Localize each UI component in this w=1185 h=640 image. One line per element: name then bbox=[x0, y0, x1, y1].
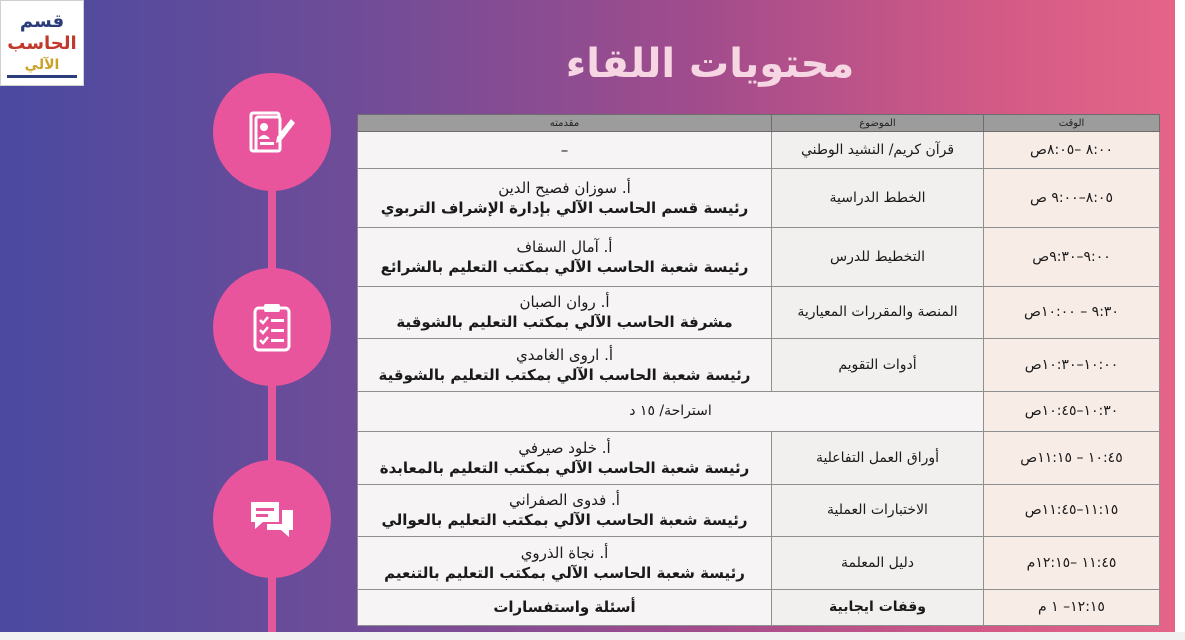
presenter-role: رئيسة شعبة الحاسب الآلي بمكتب التعليم بالتنعيم bbox=[384, 563, 745, 582]
presenter-cell bbox=[358, 286, 772, 339]
topic-cell: قرآن كريم/ النشيد الوطني bbox=[772, 132, 984, 169]
presenter-name: أ. سوزان فصيح الدين bbox=[498, 179, 631, 198]
time-cell: ٩:٣٠ – ١٠:٠٠ص bbox=[984, 286, 1160, 339]
presenter-cell bbox=[358, 227, 772, 286]
presenter-cell bbox=[358, 537, 772, 590]
table-row bbox=[358, 432, 1160, 485]
time-cell: ٩:٠٠–٩:٣٠ص bbox=[984, 227, 1160, 286]
table-row bbox=[358, 589, 1160, 625]
presenter-role: رئيسة شعبة الحاسب الآلي بمكتب التعليم بالعوالي bbox=[381, 511, 748, 530]
topic-cell: دليل المعلمة bbox=[772, 537, 984, 590]
chat-bubbles-icon bbox=[247, 494, 297, 544]
topic-cell: الاختبارات العملية bbox=[772, 484, 984, 537]
topic-cell: الخطط الدراسية bbox=[772, 169, 984, 228]
timeline-circle-1 bbox=[213, 73, 331, 191]
page-title: محتويات اللقاء bbox=[565, 41, 855, 87]
svg-text:الآلي: الآلي bbox=[24, 57, 60, 73]
presenter-role: رئيسة شعبة الحاسب الآلي بمكتب التعليم بالمعابدة bbox=[379, 458, 750, 477]
presenter-name: أ. اروى الغامدي bbox=[515, 345, 614, 364]
svg-text:قسم: قسم bbox=[19, 11, 65, 32]
table-row bbox=[358, 169, 1160, 228]
topic-cell: أوراق العمل التفاعلية bbox=[772, 432, 984, 485]
presenter-role: مشرفة الحاسب الآلي بمكتب التعليم بالشوقية bbox=[396, 313, 733, 332]
time-cell: ١٠:٤٥ – ١١:١٥ص bbox=[984, 432, 1160, 485]
presenter-cell bbox=[358, 132, 772, 169]
presenter-cell bbox=[358, 432, 772, 485]
table-row bbox=[358, 339, 1160, 392]
bottom-margin bbox=[0, 632, 1185, 640]
time-cell: ١١:٤٥ –١٢:١٥م bbox=[984, 537, 1160, 590]
presenter-name: أسئلة واستفسارات bbox=[493, 598, 636, 617]
presenter-name: أ. فدوى الصفراني bbox=[509, 491, 620, 510]
right-margin bbox=[1175, 0, 1185, 640]
topic-cell: المنصة والمقررات المعيارية bbox=[772, 286, 984, 339]
time-cell: ٨:٠٠ –٨:٠٥ص bbox=[984, 132, 1160, 169]
checklist-clipboard-icon bbox=[247, 302, 297, 352]
timeline-circle-2 bbox=[213, 268, 331, 386]
presenter-cell bbox=[358, 169, 772, 228]
table-header-row bbox=[358, 115, 1160, 132]
department-logo bbox=[0, 0, 84, 86]
time-cell: ٨:٠٥–٩:٠٠ ص bbox=[984, 169, 1160, 228]
time-cell: ١٠:٠٠–١٠:٣٠ص bbox=[984, 339, 1160, 392]
topic-cell: التخطيط للدرس bbox=[772, 227, 984, 286]
presenter-name: – bbox=[560, 141, 569, 160]
presenter-role: رئيسة قسم الحاسب الآلي بإدارة الإشراف التربوي bbox=[380, 199, 749, 218]
presenter-name: أ. آمال السقاف bbox=[516, 237, 613, 256]
table-row-break bbox=[358, 391, 1160, 431]
presenter-name: أ. نجاة الذروي bbox=[520, 543, 609, 562]
table-row bbox=[358, 484, 1160, 537]
presenter-cell bbox=[358, 339, 772, 392]
table-row bbox=[358, 132, 1160, 169]
header-presenter: مقدمته bbox=[358, 115, 772, 132]
presenter-cell bbox=[358, 589, 772, 625]
presenter-cell bbox=[358, 484, 772, 537]
presenter-role: رئيسة شعبة الحاسب الآلي بمكتب التعليم بالشرائع bbox=[380, 257, 749, 276]
agenda-table bbox=[357, 114, 1160, 626]
topic-cell: أدوات التقويم bbox=[772, 339, 984, 392]
header-time: الوقت bbox=[984, 115, 1160, 132]
table-row bbox=[358, 537, 1160, 590]
table-row bbox=[358, 286, 1160, 339]
break-cell: استراحة/ ١٥ د bbox=[358, 391, 984, 431]
presenter-name: أ. خلود صيرفي bbox=[518, 438, 611, 457]
topic-cell: وقفات ايجابية bbox=[772, 589, 984, 625]
presenter-name: أ. روان الصبان bbox=[519, 293, 610, 312]
time-cell: ١٠:٣٠–١٠:٤٥ص bbox=[984, 391, 1160, 431]
logo-icon bbox=[1, 1, 83, 85]
svg-text:الحاسب: الحاسب bbox=[7, 33, 77, 54]
header-topic: الموضوع bbox=[772, 115, 984, 132]
document-pen-icon bbox=[247, 107, 297, 157]
table-row bbox=[358, 227, 1160, 286]
timeline-circle-3 bbox=[213, 460, 331, 578]
presenter-role: رئيسة شعبة الحاسب الآلي بمكتب التعليم بالشوقية bbox=[378, 365, 751, 384]
time-cell: ١٢:١٥– ١ م bbox=[984, 589, 1160, 625]
time-cell: ١١:١٥–١١:٤٥ص bbox=[984, 484, 1160, 537]
